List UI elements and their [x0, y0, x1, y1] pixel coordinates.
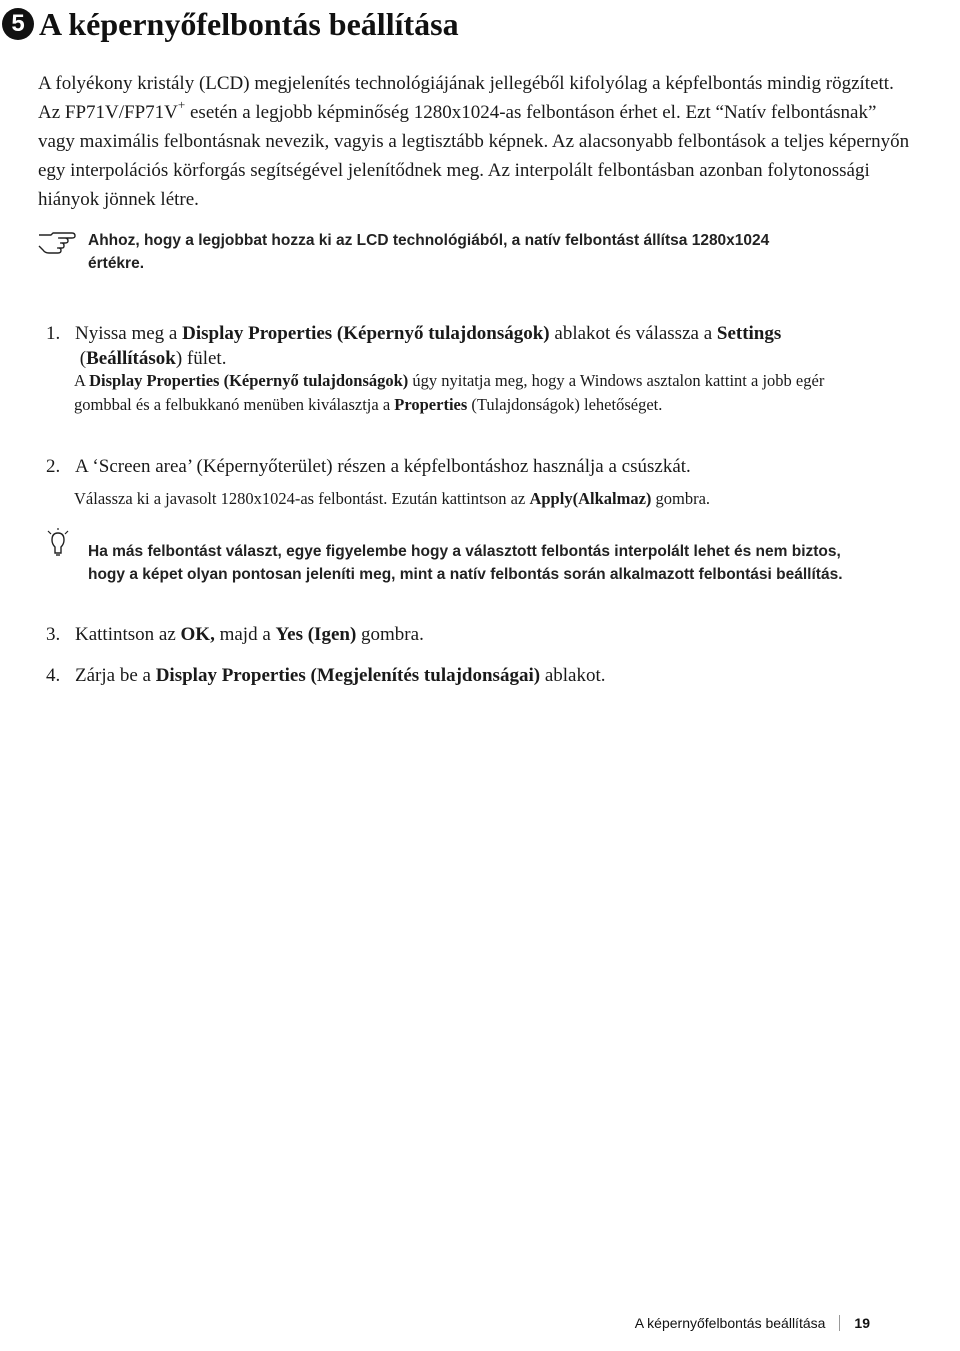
step-3-text: gombra.	[356, 624, 424, 645]
tip-block	[38, 528, 858, 586]
step-1-text: ablakot és válassza a	[549, 323, 717, 344]
pointing-hand-icon	[38, 229, 78, 255]
title-row	[0, 4, 459, 44]
step-1-detail-text: (Tulajdonságok) lehetőséget.	[467, 395, 663, 414]
step-2	[46, 454, 876, 479]
step-2-detail-text: gombra.	[651, 489, 711, 508]
note-block	[38, 229, 818, 275]
step-1-detail	[74, 369, 864, 417]
display-properties-label: Display Properties (Képernyő tulajdonságok)	[89, 371, 409, 390]
step-2-detail-text: Válassza ki a javasolt 1280x1024-as felbontást. Ezután kattintson az	[74, 489, 530, 508]
step-2-detail	[74, 487, 864, 511]
step-number: 2.	[46, 456, 61, 477]
step-number: 3.	[46, 624, 61, 645]
step-3	[46, 622, 424, 647]
page-title: A képernyőfelbontás beállítása	[39, 6, 459, 42]
yes-label: Yes (Igen)	[275, 624, 357, 645]
step-1	[46, 321, 876, 371]
settings-label: Settings	[716, 323, 782, 344]
step-3-text: majd a	[214, 624, 276, 645]
ok-label: OK,	[180, 624, 215, 645]
chapter-number-badge: 5	[2, 8, 34, 40]
footer-section-title: A képernyőfelbontás beállítása	[634, 1315, 826, 1331]
step-4-text: ablakot.	[540, 665, 606, 686]
tip-text: Ha más felbontást választ, egye figyelembe hogy a választott felbontás interpolált lehet és nem biztos, hogy a képet olyan pontosan jeleníti meg, mint a natív felbontás során alkalmazott felbontási beállítás.	[88, 543, 843, 583]
intro-paragraph	[38, 69, 918, 214]
page-footer	[635, 1315, 870, 1331]
display-properties-label: Display Properties (Megjelenítés tulajdonságai)	[155, 665, 541, 686]
note-text: Ahhoz, hogy a legjobbat hozza ki az LCD technológiából, a natív felbontást állítsa 1280x1024 értékre.	[88, 232, 770, 272]
lightbulb-icon	[38, 528, 78, 558]
step-3-text: Kattintson az	[75, 624, 181, 645]
step-4-text: Zárja be a	[75, 665, 156, 686]
step-1-text: Nyissa meg a	[75, 323, 183, 344]
intro-text-1: A folyékony kristály (LCD) megjelenítés technológiájának jellegéből kifolyólag a képfelbontás mindig rögzített. Az FP71V/FP71V	[38, 73, 894, 123]
apply-label: Apply(Alkalmaz)	[529, 489, 652, 508]
model-superscript: +	[177, 96, 186, 112]
step-2-text: A ‘Screen area’ (Képernyőterület) részen a képfelbontáshoz használja a csúszkát.	[75, 456, 691, 477]
step-1-detail-text: A	[74, 371, 90, 390]
step-number: 4.	[46, 665, 61, 686]
step-1-text: ) fület.	[175, 348, 227, 369]
step-1-detail-text: úgy nyitatja meg, hogy a Windows asztalon kattint a jobb egér gombbal és a felbukkanó menüben kiválasztja a	[74, 371, 825, 414]
properties-label: Properties	[394, 395, 468, 414]
beallitasok-label: Beállítások	[86, 348, 176, 369]
footer-divider	[839, 1315, 840, 1331]
step-4	[46, 663, 606, 688]
intro-text-2: esetén a legjobb képminőség 1280x1024-as felbontáson érhet el. Ezt “Natív felbontásnak” vagy maximális felbontásnak nevezik, vagyis a legtisztább képnek. Az alacsonyabb felbontások a teljes képernyőn egy interpolációs körforgás segítségével jelenítődnek meg. Az interpolált felbontásban azonban folytonossági hiányok jönnek létre.	[38, 102, 910, 210]
step-1-text: (	[75, 348, 87, 369]
display-properties-label: Display Properties (Képernyő tulajdonságok)	[182, 323, 550, 344]
step-number: 1.	[46, 323, 61, 344]
page-number: 19	[854, 1315, 870, 1331]
